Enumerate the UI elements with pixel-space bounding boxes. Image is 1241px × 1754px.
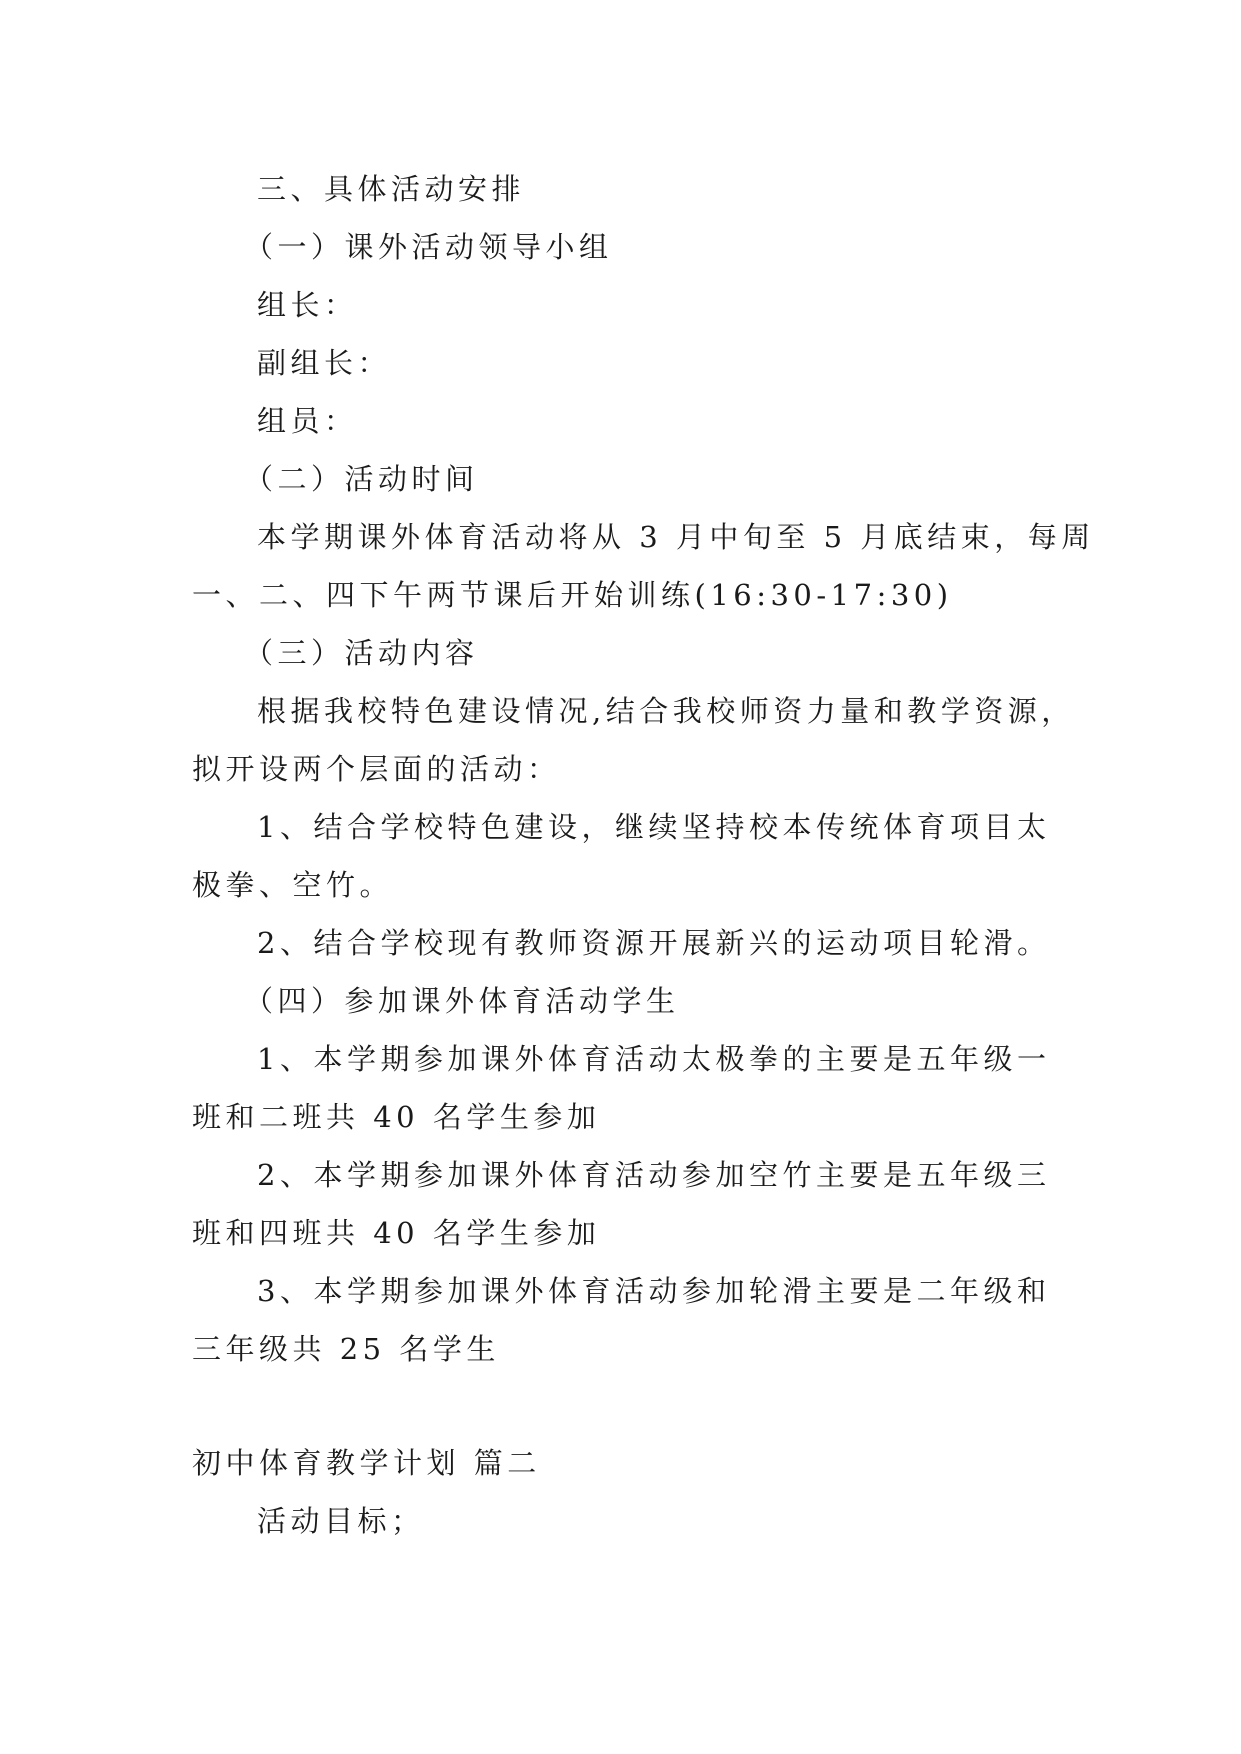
list-item: 1、结合学校特色建设，继续坚持校本传统体育项目太 bbox=[257, 810, 1051, 844]
list-item: 2、结合学校现有教师资源开展新兴的运动项目轮滑。 bbox=[257, 926, 1051, 960]
list-item-continuation: 班和二班共 40 名学生参加 bbox=[192, 1100, 601, 1134]
subsection-heading: （三）活动内容 bbox=[244, 636, 479, 670]
paragraph-line: 一、二、四下午两节课后开始训练(16:30-17:30) bbox=[192, 578, 953, 612]
leader-line: 组长： bbox=[257, 288, 358, 322]
list-item-continuation: 极拳、空竹。 bbox=[192, 868, 394, 902]
paragraph-line: 拟开设两个层面的活动： bbox=[192, 752, 561, 786]
paragraph-line: 本学期课外体育活动将从 3 月中旬至 5 月底结束，每周 bbox=[257, 520, 1095, 554]
subsection-heading: （二）活动时间 bbox=[244, 462, 479, 496]
subsection-heading: （四）参加课外体育活动学生 bbox=[244, 984, 680, 1018]
list-item: 1、本学期参加课外体育活动太极拳的主要是五年级一 bbox=[257, 1042, 1051, 1076]
deputy-leader-line: 副组长： bbox=[257, 346, 392, 380]
list-item-continuation: 三年级共 25 名学生 bbox=[192, 1332, 500, 1366]
list-item: 3、本学期参加课外体育活动参加轮滑主要是二年级和 bbox=[257, 1274, 1051, 1308]
article-title: 初中体育教学计划 篇二 bbox=[192, 1446, 541, 1480]
paragraph-line: 活动目标； bbox=[257, 1504, 425, 1538]
paragraph-line: 根据我校特色建设情况,结合我校师资力量和教学资源， bbox=[257, 694, 1075, 728]
section-heading: 三、具体活动安排 bbox=[257, 172, 526, 206]
spacer bbox=[192, 1378, 1062, 1434]
list-item-continuation: 班和四班共 40 名学生参加 bbox=[192, 1216, 601, 1250]
members-line: 组员： bbox=[257, 404, 358, 438]
subsection-heading: （一）课外活动领导小组 bbox=[244, 230, 613, 264]
document-body bbox=[192, 160, 1095, 1550]
list-item: 2、本学期参加课外体育活动参加空竹主要是五年级三 bbox=[257, 1158, 1051, 1192]
